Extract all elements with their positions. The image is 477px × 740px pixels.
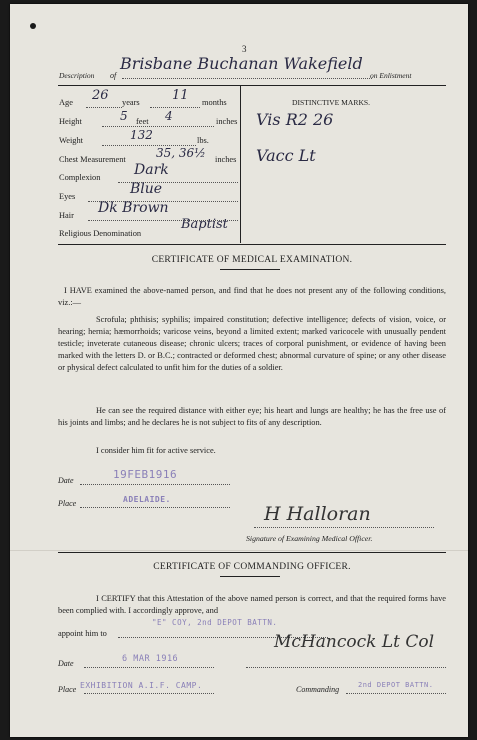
- commanding-certificate-heading: CERTIFICATE OF COMMANDING OFFICER.: [153, 562, 351, 572]
- commanding-place-label: Place: [58, 685, 77, 694]
- commanding-place-stamp: EXHIBITION A.I.F. CAMP.: [80, 681, 203, 690]
- appoint-label: appoint him to: [58, 629, 107, 638]
- height-inches-value: 4: [165, 109, 173, 123]
- height-feet-value: 5: [120, 109, 128, 123]
- height-label: Height: [59, 117, 82, 126]
- attestation-paper: [10, 4, 468, 737]
- punch-hole: [30, 23, 36, 29]
- medical-date-label: Date: [58, 476, 74, 485]
- medical-place-stamp: ADELAIDE.: [123, 495, 171, 504]
- religion-label: Religious Denomination: [59, 229, 142, 238]
- medical-certificate-heading: CERTIFICATE OF MEDICAL EXAMINATION.: [151, 255, 353, 265]
- commanding-label: Commanding: [296, 685, 340, 694]
- age-months-value: 11: [172, 88, 189, 103]
- commanding-certify-paragraph: I CERTIFY that this Attestation of the above named person is correct, and that the required forms have been complied with. I accordingly approve, and: [58, 594, 446, 616]
- soldier-name: Brisbane Buchanan Wakefield: [120, 54, 363, 73]
- chest-label: Chest Measurement: [59, 155, 126, 164]
- distinctive-marks-line2: Vacc Lt: [256, 146, 316, 165]
- age-label: Age: [59, 98, 73, 107]
- weight-label: Weight: [59, 136, 83, 145]
- commanding-date-label: Date: [58, 659, 74, 668]
- medical-date-stamp: 19FEB1916: [113, 468, 178, 481]
- description-of-label: of: [110, 71, 117, 80]
- chest-inches-label: inches: [215, 155, 237, 164]
- medical-intro-paragraph: I HAVE examined the above-named person, and find that he does not present any of the following conditions, viz.:—: [58, 286, 446, 307]
- fit-for-service-text: I consider him fit for active service.: [96, 446, 216, 455]
- eyes-value: Blue: [130, 181, 163, 197]
- lbs-label: lbs.: [197, 136, 209, 145]
- description-label: Description: [59, 71, 95, 80]
- medical-place-label: Place: [58, 499, 77, 508]
- hair-label: Hair: [59, 211, 74, 220]
- appoint-unit-stamp: "E" COY, 2nd DEPOT BATTN.: [152, 618, 278, 627]
- paper-fold: [10, 550, 468, 551]
- medical-signature-caption: Signature of Examining Medical Officer.: [246, 534, 373, 543]
- age-years-value: 26: [92, 88, 109, 103]
- commanding-officer-signature: McHancock Lt Col: [274, 632, 435, 652]
- eyes-label: Eyes: [59, 192, 76, 201]
- commanding-unit-stamp: 2nd DEPOT BATTN.: [358, 681, 434, 689]
- medical-officer-signature: H Halloran: [264, 503, 371, 525]
- distinctive-marks-heading: DISTINCTIVE MARKS.: [292, 98, 371, 107]
- inches-label: inches: [216, 117, 238, 126]
- on-enlistment-label: on Enlistment: [370, 71, 412, 80]
- complexion-label: Complexion: [59, 173, 101, 182]
- years-label: years: [122, 98, 140, 107]
- commanding-date-stamp: 6 MAR 1916: [122, 654, 179, 664]
- medical-conditions-paragraph: Scrofula; phthisis; syphilis; impaired constitution; defective intelligence; defects of vision, voice, or hearing; hernia; hæmorrhoids; varicose veins, beyond a limited extent; marked varicocele with unusually pendent testicle; inveterate cutaneous disease; chronic ulcers; traces of corporal punishment, or evidence of having been marked with the letters D. or B.C.; contracted or deformed chest; abnormal curvature of spine; or any other disease or physical defect calculated to unfit him for the duties of a soldier.: [58, 315, 446, 373]
- medical-fitness-paragraph: He can see the required distance with either eye; his heart and lungs are healthy; he has the free use of his joints and limbs; and he declares he is not subject to fits of any description.: [58, 406, 446, 428]
- hair-value: Dk Brown: [98, 200, 169, 216]
- weight-value: 132: [130, 128, 153, 142]
- feet-label: feet: [136, 117, 149, 126]
- page-number: 3: [242, 44, 247, 54]
- chest-value: 35, 36½: [156, 146, 206, 160]
- complexion-value: Dark: [134, 162, 169, 178]
- religion-value: Baptist: [181, 217, 228, 232]
- distinctive-marks-line1: Vis R2 26: [256, 110, 334, 129]
- months-label: months: [202, 98, 227, 107]
